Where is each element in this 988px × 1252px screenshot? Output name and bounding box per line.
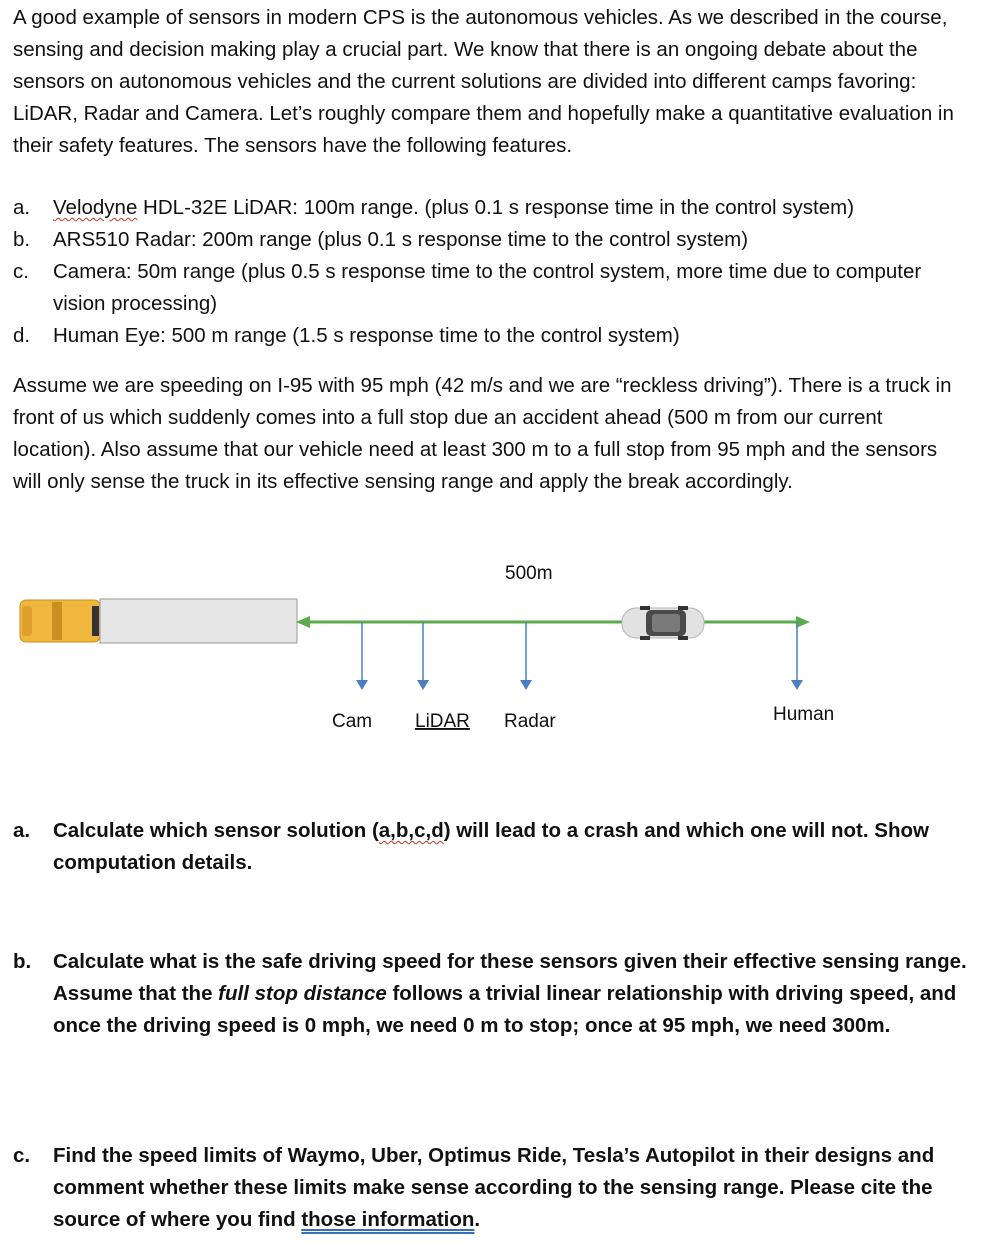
lidar-label: LiDAR	[415, 711, 470, 732]
sensor-item-radar	[13, 224, 963, 256]
sensor-item-camera	[13, 256, 963, 320]
range-arrow-right	[796, 616, 810, 628]
sensor-text: ARS510 Radar: 200m range (plus 0.1 s response time to the control system)	[53, 228, 749, 251]
distance-label: 500m	[505, 563, 553, 584]
list-marker: c.	[13, 260, 29, 283]
question-b	[13, 946, 968, 1042]
sensor-brand: Velodyne	[53, 196, 138, 219]
question-c	[13, 1140, 968, 1236]
question-text: follows a trivial linear relationship with driving speed, and once the driving speed is 0 mph, we need 0 m to stop; once at 95 mph, we need 300m.	[53, 982, 957, 1037]
sensor-text: Human Eye: 500 m range (1.5 s response time to the control system)	[53, 324, 680, 347]
sensor-list	[13, 192, 963, 352]
sensor-item-human	[13, 320, 963, 352]
truck-icon	[20, 599, 297, 643]
question-a	[13, 815, 968, 879]
cam-arrow-icon	[356, 622, 368, 690]
question-text: Find the speed limits of Waymo, Uber, Optimus Ride, Tesla’s Autopilot in their designs and comment whether these limits make sense according to the sensing range. Please cite the source of where you find	[53, 1144, 935, 1231]
cam-label: Cam	[332, 711, 373, 732]
scenario-paragraph: Assume we are speeding on I-95 with 95 mph (42 m/s and we are “reckless driving”). There is a truck in front of us which suddenly comes into a full stop due an accident ahead (500 m from our current location). Also assume that our vehicle need at least 300 m to a full stop from 95 mph and the sensors will only sense the truck in its effective sensing range and apply the break accordingly.	[13, 374, 952, 493]
sensor-range-diagram	[0, 550, 988, 750]
question-text: .	[474, 1208, 481, 1231]
question-marker: a.	[13, 819, 31, 842]
sensor-item-lidar	[13, 192, 963, 224]
list-marker: d.	[13, 324, 31, 347]
human-label: Human	[773, 704, 835, 725]
question-marker: b.	[13, 950, 32, 973]
question-emphasis: full stop distance	[218, 982, 387, 1005]
question-marker: c.	[13, 1144, 31, 1167]
sensor-text: Camera: 50m range (plus 0.5 s response time to the control system, more time due to computer vision processing)	[53, 260, 922, 315]
list-marker: a.	[13, 196, 31, 219]
question-choices: a,b,c,d	[378, 819, 444, 842]
human-arrow-icon	[791, 622, 803, 690]
intro-paragraph: A good example of sensors in modern CPS is the autonomous vehicles. As we described in the course, sensing and decision making play a crucial part. We know that there is an ongoing debate about the sensors on autonomous vehicles and the current solutions are divided into different camps favoring: LiDAR, Radar and Camera. Let’s roughly compare them and hopefully make a quantitative evaluation in their safety features. The sensors have the following features.	[13, 6, 954, 157]
list-marker: b.	[13, 228, 31, 251]
car-icon	[622, 606, 704, 640]
question-text: Calculate what is the safe driving speed for these sensors given their effective sensing range. Assume that the	[53, 950, 967, 1005]
radar-arrow-icon	[520, 622, 532, 690]
lidar-arrow-icon	[417, 622, 429, 690]
question-text: Calculate which sensor solution (	[53, 819, 379, 842]
question-text: ) will lead to a crash and which one will not. Show computation details.	[53, 819, 929, 874]
sensor-text: HDL-32E LiDAR: 100m range. (plus 0.1 s response time in the control system)	[137, 196, 855, 219]
radar-label: Radar	[504, 711, 556, 732]
source-link[interactable]: those information	[301, 1208, 475, 1231]
range-arrow-left	[296, 616, 310, 628]
